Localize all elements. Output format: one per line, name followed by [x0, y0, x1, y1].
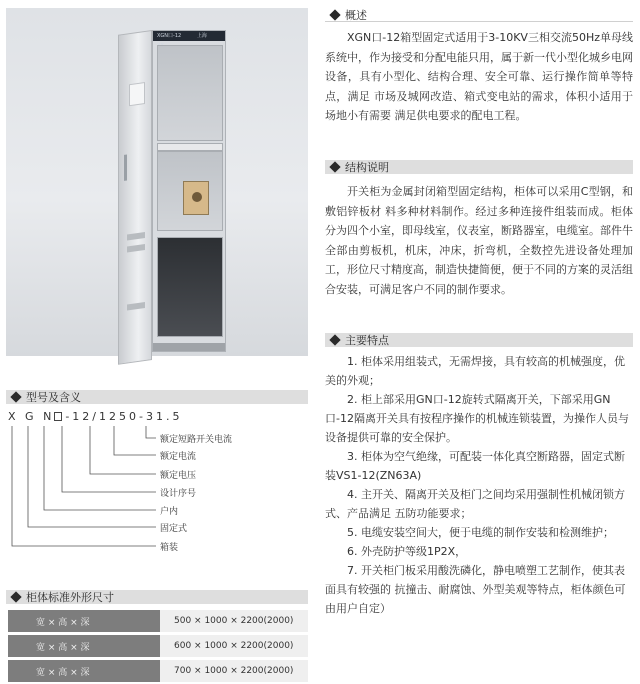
cabinet-door [118, 30, 152, 365]
code-box-icon [54, 412, 62, 421]
code-letter-g: G [25, 410, 37, 423]
leader-line [146, 426, 156, 438]
label-rated-short-circuit-current: 额定短路开关电流 [160, 435, 233, 445]
feature-item: 5. 电缆安装空间大，便于电缆的制作安装和检测维护； [347, 526, 614, 539]
feature-item: 3. 柜体为空气绝缘，可配装一体化真空断路器，固定式断装VS1-12(ZN63A) [325, 450, 625, 482]
table-row [8, 635, 308, 657]
dimensions-title: 柜体标准外形尺寸 [26, 591, 114, 604]
overview-title: 概述 [345, 8, 367, 22]
structure-title: 结构说明 [345, 161, 389, 174]
dim-value: 500 × 1000 × 2200(2000) [160, 610, 308, 632]
dim-key: 宽 × 高 × 深 [8, 610, 160, 632]
feature-item: 4. 主开关、隔离开关及柜门之间均采用强制性机械闭锁方式、产品满足 五防功能要求； [325, 488, 625, 520]
model-code [8, 410, 182, 423]
cabinet-cable-room [157, 237, 223, 337]
label-rated-current: 额定电流 [160, 452, 197, 462]
feature-item: 1. 柜体采用组装式，无需焊接，具有较高的机械强度，优美的外观； [325, 355, 625, 387]
cabinet-brand-label: 上海 [196, 33, 207, 39]
leader-line [28, 426, 156, 527]
features-list [325, 352, 633, 618]
leader-line [12, 426, 156, 546]
breaker-mechanism [183, 181, 209, 215]
feature-item: 7. 开关柜门板采用酸洗磷化，静电喷塑工艺制作，使其表面具有较强的 抗撞击、耐腐蚀、外型美观等特点，柜体颜色可由用户自定） [325, 564, 626, 615]
cabinet-model-label: XGN口-12 [157, 33, 182, 39]
dim-key: 宽 × 高 × 深 [8, 660, 160, 682]
code-letter-x: X [8, 410, 19, 423]
leader-line [90, 426, 156, 474]
cabinet-base [153, 343, 225, 351]
leader-line [44, 426, 156, 510]
door-vent [127, 232, 145, 241]
structure-text: 开关柜为金属封闭箱型固定结构，柜体可以采用C型钢，和敷铝锌板材 料多种材料制作。经过多种连接件组装而成。柜体 分为四个小室，即母线室，仪表室，断路器室，电缆室。部件牛全部由剪板机，机床，冲床，折弯机，全数控先进设备处理加工，形位尺寸精度高，制造快捷简便，便于不同的方案的灵活组合安装，可满足客户不同的制作要求。 [325, 185, 633, 296]
diamond-bullet-icon [329, 161, 340, 172]
table-row [8, 610, 308, 632]
code-letter-n: N [43, 410, 55, 423]
code-suffix: -12/1250-31.5 [65, 410, 183, 423]
dim-value: 600 × 1000 × 2200(2000) [160, 635, 308, 657]
table-row [8, 660, 308, 682]
leader-line [114, 426, 156, 455]
product-photo [6, 8, 308, 356]
leader-line [62, 426, 156, 492]
cabinet-body [152, 30, 226, 352]
dim-value: 700 × 1000 × 2200(2000) [160, 660, 308, 682]
label-fixed-type: 固定式 [160, 524, 188, 534]
label-design-number: 设计序号 [160, 489, 197, 499]
label-rated-voltage: 额定电压 [160, 471, 197, 481]
structure-header [325, 160, 633, 174]
diamond-bullet-icon [329, 9, 340, 20]
dimensions-header [6, 590, 308, 604]
feature-item: 2. 柜上部采用GN口-12旋转式隔离开关，下部采用GN口-12隔离开关具有按程序操作的机械连锁装置，为操作人员与设备提供可靠的安全保护。 [325, 393, 629, 444]
overview-text: XGN口-12箱型固定式适用于3-10KV三相交流50Hz单母线系统中，作为接受和分配电能只用，属于新一代小型化城乡电网设备，具有小型化、结构合理、安全可靠、运行操作简单等特点，满足 市场及城网改造、箱式变电站的需求，体积小适用于场地小有需要 满足供电要求的配电工程。 [325, 31, 633, 122]
dial-icon [192, 192, 202, 202]
door-vent [127, 244, 145, 253]
diamond-bullet-icon [329, 334, 340, 345]
overview-header [325, 8, 633, 22]
model-title: 型号及含义 [26, 391, 81, 404]
model-header [6, 390, 308, 404]
door-nameplate [129, 82, 145, 106]
diamond-bullet-icon [10, 391, 21, 402]
label-indoor: 户内 [160, 507, 179, 517]
dim-key: 宽 × 高 × 深 [8, 635, 160, 657]
cabinet-busbar-room [157, 45, 223, 141]
label-box-type: 箱装 [160, 543, 179, 553]
feature-item: 6. 外壳防护等级1P2X， [347, 545, 467, 558]
door-handle-icon [124, 155, 127, 181]
features-header [325, 333, 633, 347]
cabinet-shelf [157, 143, 223, 151]
diamond-bullet-icon [10, 591, 21, 602]
dimensions-table [8, 610, 308, 684]
door-vent [127, 302, 145, 311]
cabinet-top-label [153, 31, 225, 41]
features-title: 主要特点 [345, 334, 389, 347]
